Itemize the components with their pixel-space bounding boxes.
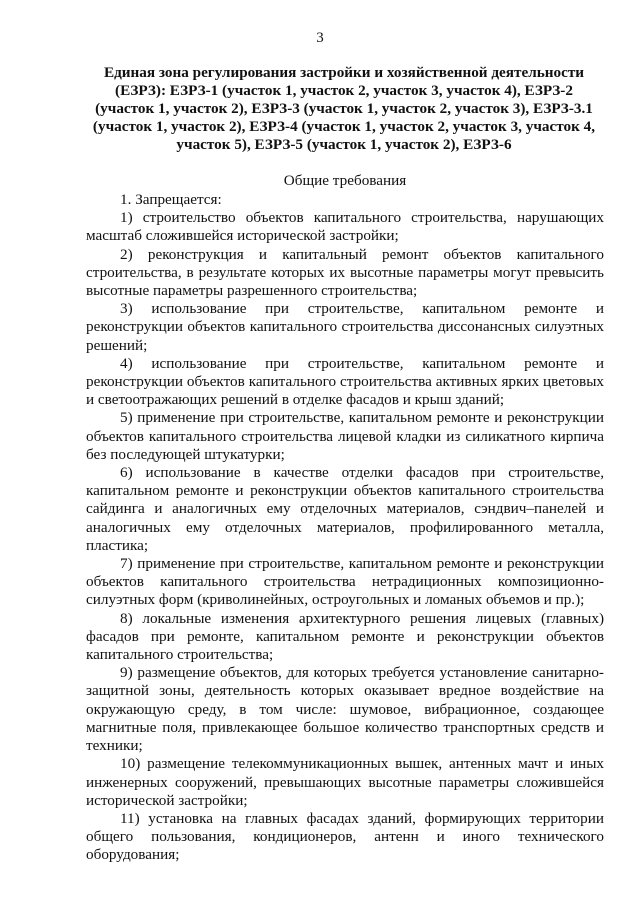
paragraph-item-11: 11) установка на главных фасадах зданий, формирующих территории общего пользования, кондиционеров, антенн и иного технического оборудования;	[86, 809, 604, 864]
paragraph-intro: 1. Запрещается:	[120, 191, 222, 208]
paragraph-item-10: 10) размещение телекоммуникационных вышек, антенных мачт и иных инженерных сооружений, превышающих высотные параметры сложившейся исторической застройки;	[86, 755, 604, 809]
paragraph-item-8: 8) локальные изменения архитектурного решения лицевых (главных) фасадов при ремонте, капитальном ремонте и реконструкции объектов капитального строительства;	[86, 609, 604, 664]
paragraph-item-7: 7) применение при строительстве, капитальном ремонте и реконструкции объектов капитального строительства нетрадиционных композиционно-силуэтных форм (криволинейных, остроугольных и ломаных объемов и пр.);	[86, 555, 604, 609]
paragraph-item-2: 2) реконструкция и капитальный ремонт объектов капитального строительства, в результате которых их высотные параметры могут превысить высотные параметры разрешенного строительства;	[86, 245, 604, 300]
paragraph-item-9: 9) размещение объектов, для которых требуется установление санитарно-защитной зоны, деятельность которых оказывает вредное воздействие на окружающую среду, в том числе: шумовое, вибрационное, создающее магнитные поля, привлекающее большое количество транспортных средств и техники;	[86, 664, 604, 755]
section-heading: Общие требования	[283, 172, 407, 189]
document-title: Единая зона регулирования застройки и хозяйственной деятельности (ЕЗРЗ): ЕЗРЗ-1 (участок 1, участок 2, участок 3, участок 4), ЕЗРЗ-2 (участок 1, участок 2), ЕЗРЗ-3 (участок 1, участок 2, участок 3), ЕЗРЗ-3.1 (участок 1, участок 2), ЕЗРЗ-4 (участок 1, участок 2, участок 3, участок 4, участок 5), ЕЗРЗ-5 (участок 1, участок 2), ЕЗРЗ-6	[92, 64, 596, 153]
paragraph-item-5: 5) применение при строительстве, капитальном ремонте и реконструкции объектов капитального строительства лицевой кладки из силикатного кирпича без последующей штукатурки;	[86, 409, 604, 463]
page-number: 3	[316, 30, 324, 46]
document-body	[86, 191, 604, 865]
paragraph-item-1: 1) строительство объектов капитального строительства, нарушающих масштаб сложившейся исторической застройки;	[86, 209, 604, 245]
paragraph-item-4: 4) использование при строительстве, капитальном ремонте и реконструкции объектов капитального строительства активных ярких цветовых и светоотражающих решений в отделке фасадов и крыш зданий;	[86, 354, 604, 409]
paragraph-item-6: 6) использование в качестве отделки фасадов при строительстве, капитальном ремонте и реконструкции объектов капитального строительства сайдинга и аналогичных ему отделочных материалов, сэндвич–панелей и аналогичных ему отделочных материалов, профилированного металла, пластика;	[86, 464, 604, 554]
paragraph-item-3: 3) использование при строительстве, капитальном ремонте и реконструкции объектов капитального строительства диссонансных силуэтных решений;	[86, 300, 604, 354]
